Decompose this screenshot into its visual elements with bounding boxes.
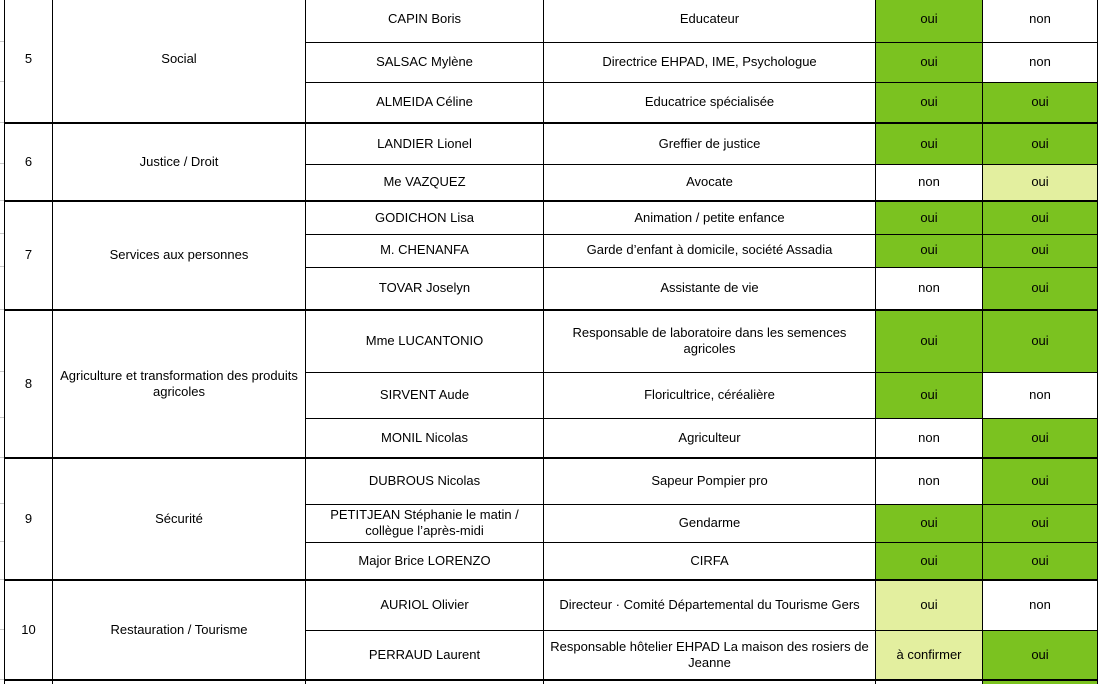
group-category-cell[interactable]: Justice / Droit	[53, 123, 306, 201]
answer2-cell[interactable]: non	[983, 580, 1098, 630]
answer1-cell[interactable]: oui	[876, 82, 983, 123]
job-cell[interactable]: Educatrice spécialisée	[544, 82, 876, 123]
answer2-cell[interactable]: oui	[983, 201, 1098, 234]
group-number-cell[interactable]: 7	[5, 201, 53, 310]
table-row	[5, 458, 1098, 504]
answer1-cell[interactable]: non	[876, 458, 983, 504]
group-category-cell[interactable]: Sécurité	[53, 458, 306, 580]
group-category-cell[interactable]: Services aux personnes	[53, 201, 306, 310]
answer1-cell[interactable]: oui	[876, 504, 983, 542]
group-number-cell[interactable]: 10	[5, 580, 53, 680]
group-category-cell[interactable]: Agriculture et transformation des produits agricoles	[53, 310, 306, 458]
answer1-cell[interactable]: à confirmer	[876, 630, 983, 680]
answer2-cell[interactable]: oui	[983, 164, 1098, 201]
job-cell[interactable]: Garde d’enfant à domicile, société Assadia	[544, 234, 876, 267]
answer2-cell[interactable]: oui	[983, 82, 1098, 123]
group-number-cell[interactable]: 9	[5, 458, 53, 580]
answer1-cell[interactable]: oui	[876, 234, 983, 267]
answer1-cell[interactable]: oui	[876, 0, 983, 42]
name-cell[interactable]: CAPIN Boris	[306, 0, 544, 42]
job-cell[interactable]: Animation / petite enfance	[544, 201, 876, 234]
answer1-cell[interactable]: oui	[876, 123, 983, 164]
answer1-cell[interactable]: oui	[876, 580, 983, 630]
name-cell[interactable]: ALMEIDA Céline	[306, 82, 544, 123]
answer2-cell[interactable]: oui	[983, 504, 1098, 542]
name-cell[interactable]: DUBROUS Nicolas	[306, 458, 544, 504]
name-cell[interactable]: PETITJEAN Stéphanie le matin / collègue l’après-midi	[306, 504, 544, 542]
answer2-cell[interactable]: oui	[983, 310, 1098, 372]
answer1-cell[interactable]: oui	[876, 542, 983, 580]
table-row	[5, 680, 1098, 684]
job-cell[interactable]: Directeur · Comité Départemental du Tourisme Gers	[544, 580, 876, 630]
table-row	[5, 0, 1098, 42]
group-number-cell[interactable]: 6	[5, 123, 53, 201]
name-cell[interactable]: Mme LUCANTONIO	[306, 310, 544, 372]
answer2-cell[interactable]: oui	[983, 542, 1098, 580]
job-cell[interactable]: Avocate	[544, 164, 876, 201]
job-cell[interactable]: Responsable de laboratoire dans les semences agricoles	[544, 310, 876, 372]
table-row	[5, 310, 1098, 372]
group-category-cell[interactable]: Restauration / Tourisme	[53, 580, 306, 680]
answer2-cell[interactable]: non	[983, 372, 1098, 418]
group-number-cell[interactable]: 8	[5, 310, 53, 458]
answer1-cell[interactable]: oui	[876, 201, 983, 234]
answer1-cell[interactable]: non	[876, 418, 983, 458]
job-cell[interactable]	[544, 680, 876, 684]
name-cell[interactable]: AURIOL Olivier	[306, 580, 544, 630]
job-cell[interactable]: Greffier de justice	[544, 123, 876, 164]
table-row	[5, 123, 1098, 164]
answer2-cell[interactable]: oui	[983, 418, 1098, 458]
participants-table	[4, 0, 1098, 684]
group-category-cell[interactable]: Social	[53, 0, 306, 123]
name-cell[interactable]: Me VAZQUEZ	[306, 164, 544, 201]
answer1-cell[interactable]: oui	[876, 310, 983, 372]
name-cell[interactable]: SIRVENT Aude	[306, 372, 544, 418]
group-number-cell[interactable]: 5	[5, 0, 53, 123]
answer1-cell[interactable]: non	[876, 267, 983, 310]
table-row	[5, 580, 1098, 630]
job-cell[interactable]: Responsable hôtelier EHPAD La maison des rosiers de Jeanne	[544, 630, 876, 680]
table-row	[5, 201, 1098, 234]
answer1-cell[interactable]	[876, 680, 983, 684]
name-cell[interactable]: PERRAUD Laurent	[306, 630, 544, 680]
job-cell[interactable]: Educateur	[544, 0, 876, 42]
name-cell[interactable]: LANDIER Lionel	[306, 123, 544, 164]
answer2-cell[interactable]: oui	[983, 234, 1098, 267]
group-category-cell[interactable]	[53, 680, 306, 684]
name-cell[interactable]: SALSAC Mylène	[306, 42, 544, 82]
name-cell[interactable]: Major Brice LORENZO	[306, 542, 544, 580]
name-cell[interactable]: GODICHON Lisa	[306, 201, 544, 234]
job-cell[interactable]: Floricultrice, céréalière	[544, 372, 876, 418]
job-cell[interactable]: Agriculteur	[544, 418, 876, 458]
job-cell[interactable]: Directrice EHPAD, IME, Psychologue	[544, 42, 876, 82]
answer2-cell[interactable]: oui	[983, 630, 1098, 680]
answer2-cell[interactable]	[983, 680, 1098, 684]
group-number-cell[interactable]	[5, 680, 53, 684]
name-cell[interactable]: TOVAR Joselyn	[306, 267, 544, 310]
answer1-cell[interactable]: non	[876, 164, 983, 201]
name-cell[interactable]: MONIL Nicolas	[306, 418, 544, 458]
answer2-cell[interactable]: oui	[983, 458, 1098, 504]
job-cell[interactable]: Gendarme	[544, 504, 876, 542]
answer2-cell[interactable]: oui	[983, 123, 1098, 164]
answer2-cell[interactable]: oui	[983, 267, 1098, 310]
job-cell[interactable]: Sapeur Pompier pro	[544, 458, 876, 504]
answer2-cell[interactable]: non	[983, 42, 1098, 82]
name-cell[interactable]: M. CHENANFA	[306, 234, 544, 267]
name-cell[interactable]	[306, 680, 544, 684]
answer2-cell[interactable]: non	[983, 0, 1098, 42]
answer1-cell[interactable]: oui	[876, 372, 983, 418]
job-cell[interactable]: Assistante de vie	[544, 267, 876, 310]
job-cell[interactable]: CIRFA	[544, 542, 876, 580]
answer1-cell[interactable]: oui	[876, 42, 983, 82]
